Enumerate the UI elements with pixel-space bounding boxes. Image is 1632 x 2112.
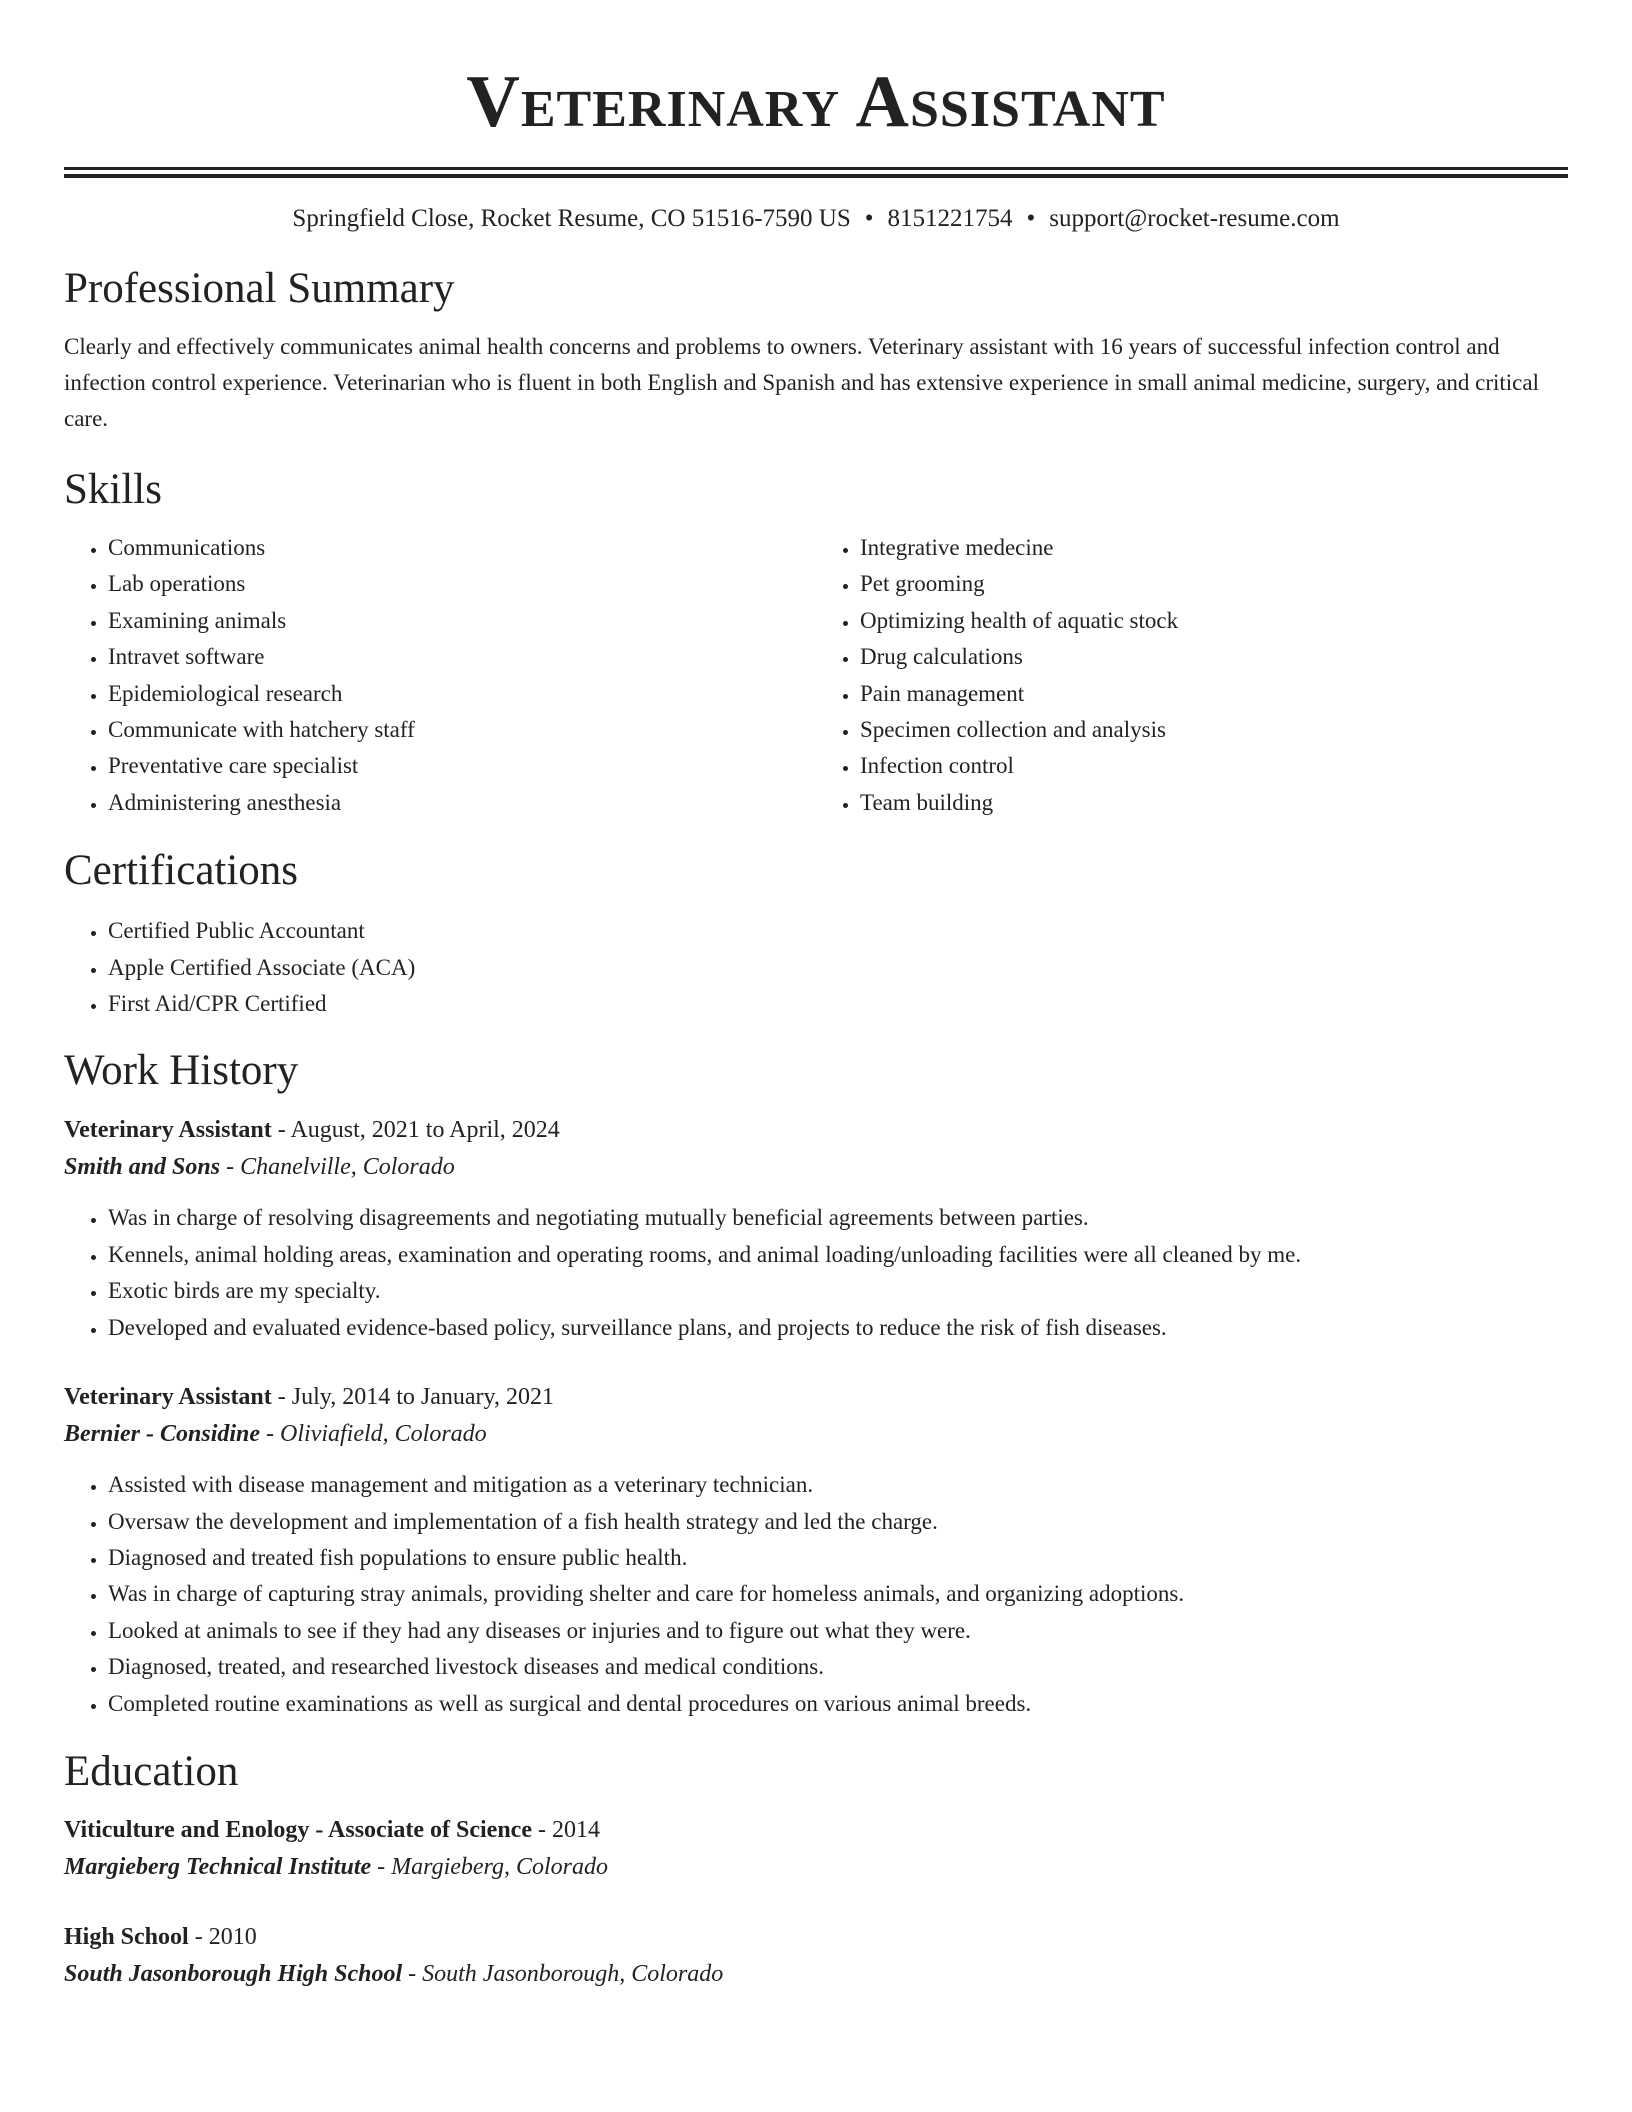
- skill-item: • Intravet software: [108, 639, 816, 675]
- certifications-heading: Certifications: [64, 847, 299, 895]
- skill-item: • Communications: [108, 530, 816, 566]
- job-company: Smith and Sons: [64, 1154, 221, 1181]
- skill-item: • Administering anesthesia: [108, 785, 816, 821]
- education-year: - 2014: [531, 1816, 600, 1843]
- education-degree: Viticulture and Enology - Associate of Science: [64, 1816, 532, 1843]
- education-school: South Jasonborough High School: [64, 1960, 403, 1987]
- job-location: - Chanelville, Colorado: [220, 1154, 455, 1181]
- header-double-rule: [64, 167, 1568, 178]
- education-school-line: [64, 1955, 1568, 1993]
- skills-list: [64, 530, 1568, 821]
- skill-item: • Team building: [860, 785, 1568, 821]
- job-bullet: • Developed and evaluated evidence-based policy, surveillance plans, and projects to reduce the risk of fish diseases.: [108, 1310, 1568, 1346]
- job-entry: [64, 1379, 1568, 1722]
- job-bullet: • Assisted with disease management and mitigation as a veterinary technician.: [108, 1467, 1568, 1503]
- skill-item: • Epidemiological research: [108, 676, 816, 712]
- summary-text: Clearly and effectively communicates animal health concerns and problems to owners. Veterinary assistant with 16 years of successful infection control and infection control experience. Veterinarian who is fluent in both English and Spanish and has extensive experience in small animal medicine, surgery, and critical care.: [64, 334, 1539, 431]
- job-bullet: • Was in charge of resolving disagreements and negotiating mutually beneficial agreements between parties.: [108, 1200, 1568, 1236]
- skill-item: • Communicate with hatchery staff: [108, 712, 816, 748]
- job-title: Veterinary Assistant: [64, 1117, 272, 1144]
- job-bullet: • Diagnosed, treated, and researched livestock diseases and medical conditions.: [108, 1649, 1568, 1685]
- skill-item: • Optimizing health of aquatic stock: [860, 603, 1568, 639]
- job-bullet: • Kennels, animal holding areas, examination and operating rooms, and animal loading/unloading facilities were all cleaned by me.: [108, 1237, 1568, 1273]
- skills-column-right: [816, 530, 1568, 821]
- job-bullet: • Exotic birds are my specialty.: [108, 1273, 1568, 1309]
- contact-address: Springfield Close, Rocket Resume, CO 51516-7590 US: [292, 205, 851, 232]
- work-history-heading: Work History: [64, 1047, 299, 1095]
- education-entry: [64, 1919, 1568, 1993]
- job-bullet: • Looked at animals to see if they had any diseases or injuries and to figure out what they were.: [108, 1613, 1568, 1649]
- job-title-line: [64, 1112, 1568, 1148]
- contact-email: support@rocket-resume.com: [1049, 205, 1340, 232]
- skill-item: • Lab operations: [108, 566, 816, 602]
- job-entry: [64, 1112, 1568, 1346]
- certification-item: • Certified Public Accountant: [108, 913, 1568, 949]
- skills-column-left: [64, 530, 816, 821]
- job-bullet: • Diagnosed and treated fish populations to ensure public health.: [108, 1540, 1568, 1576]
- job-company-line: [64, 1415, 1568, 1453]
- job-bullets: [64, 1467, 1568, 1722]
- skill-item: • Preventative care specialist: [108, 748, 816, 784]
- skill-item: • Infection control: [860, 748, 1568, 784]
- certifications-list: [64, 913, 1568, 1022]
- job-company: Bernier - Considine: [64, 1421, 261, 1448]
- skill-item: • Pain management: [860, 676, 1568, 712]
- education-degree-line: [64, 1919, 1568, 1955]
- skill-item: • Pet grooming: [860, 566, 1568, 602]
- education-school-line: [64, 1848, 1568, 1886]
- job-dates: - July, 2014 to January, 2021: [271, 1384, 554, 1411]
- job-title-line: [64, 1379, 1568, 1415]
- skills-heading: Skills: [64, 466, 162, 513]
- skill-item: • Drug calculations: [860, 639, 1568, 675]
- skill-item: • Integrative medecine: [860, 530, 1568, 566]
- skill-item: • Examining animals: [108, 603, 816, 639]
- job-bullets: [64, 1200, 1568, 1346]
- education-year: - 2010: [188, 1923, 257, 1950]
- job-company-line: [64, 1148, 1568, 1186]
- contact-line: [64, 202, 1568, 236]
- job-title: Veterinary Assistant: [64, 1384, 272, 1411]
- summary-heading: Professional Summary: [64, 265, 455, 312]
- certification-item: • First Aid/CPR Certified: [108, 986, 1568, 1022]
- job-bullet: • Completed routine examinations as well as surgical and dental procedures on various animal breeds.: [108, 1686, 1568, 1722]
- education-degree-line: [64, 1812, 1568, 1848]
- job-location: - Oliviafield, Colorado: [260, 1421, 487, 1448]
- job-bullet: • Oversaw the development and implementation of a fish health strategy and led the charge.: [108, 1504, 1568, 1540]
- education-entry: [64, 1812, 1568, 1886]
- education-degree: High School: [64, 1923, 189, 1950]
- job-bullet: • Was in charge of capturing stray animals, providing shelter and care for homeless animals, and organizing adoptions.: [108, 1576, 1568, 1612]
- candidate-name: Veterinary Assistant: [466, 61, 1166, 143]
- contact-separator: •: [1026, 205, 1036, 232]
- certification-item: • Apple Certified Associate (ACA): [108, 950, 1568, 986]
- education-location: - Margieberg, Colorado: [371, 1853, 609, 1880]
- education-school: Margieberg Technical Institute: [64, 1853, 372, 1880]
- contact-phone: 8151221754: [887, 205, 1013, 232]
- contact-separator: •: [864, 205, 874, 232]
- skill-item: • Specimen collection and analysis: [860, 712, 1568, 748]
- education-location: - South Jasonborough, Colorado: [402, 1960, 724, 1987]
- education-heading: Education: [64, 1747, 239, 1795]
- job-dates: - August, 2021 to April, 2024: [271, 1117, 560, 1144]
